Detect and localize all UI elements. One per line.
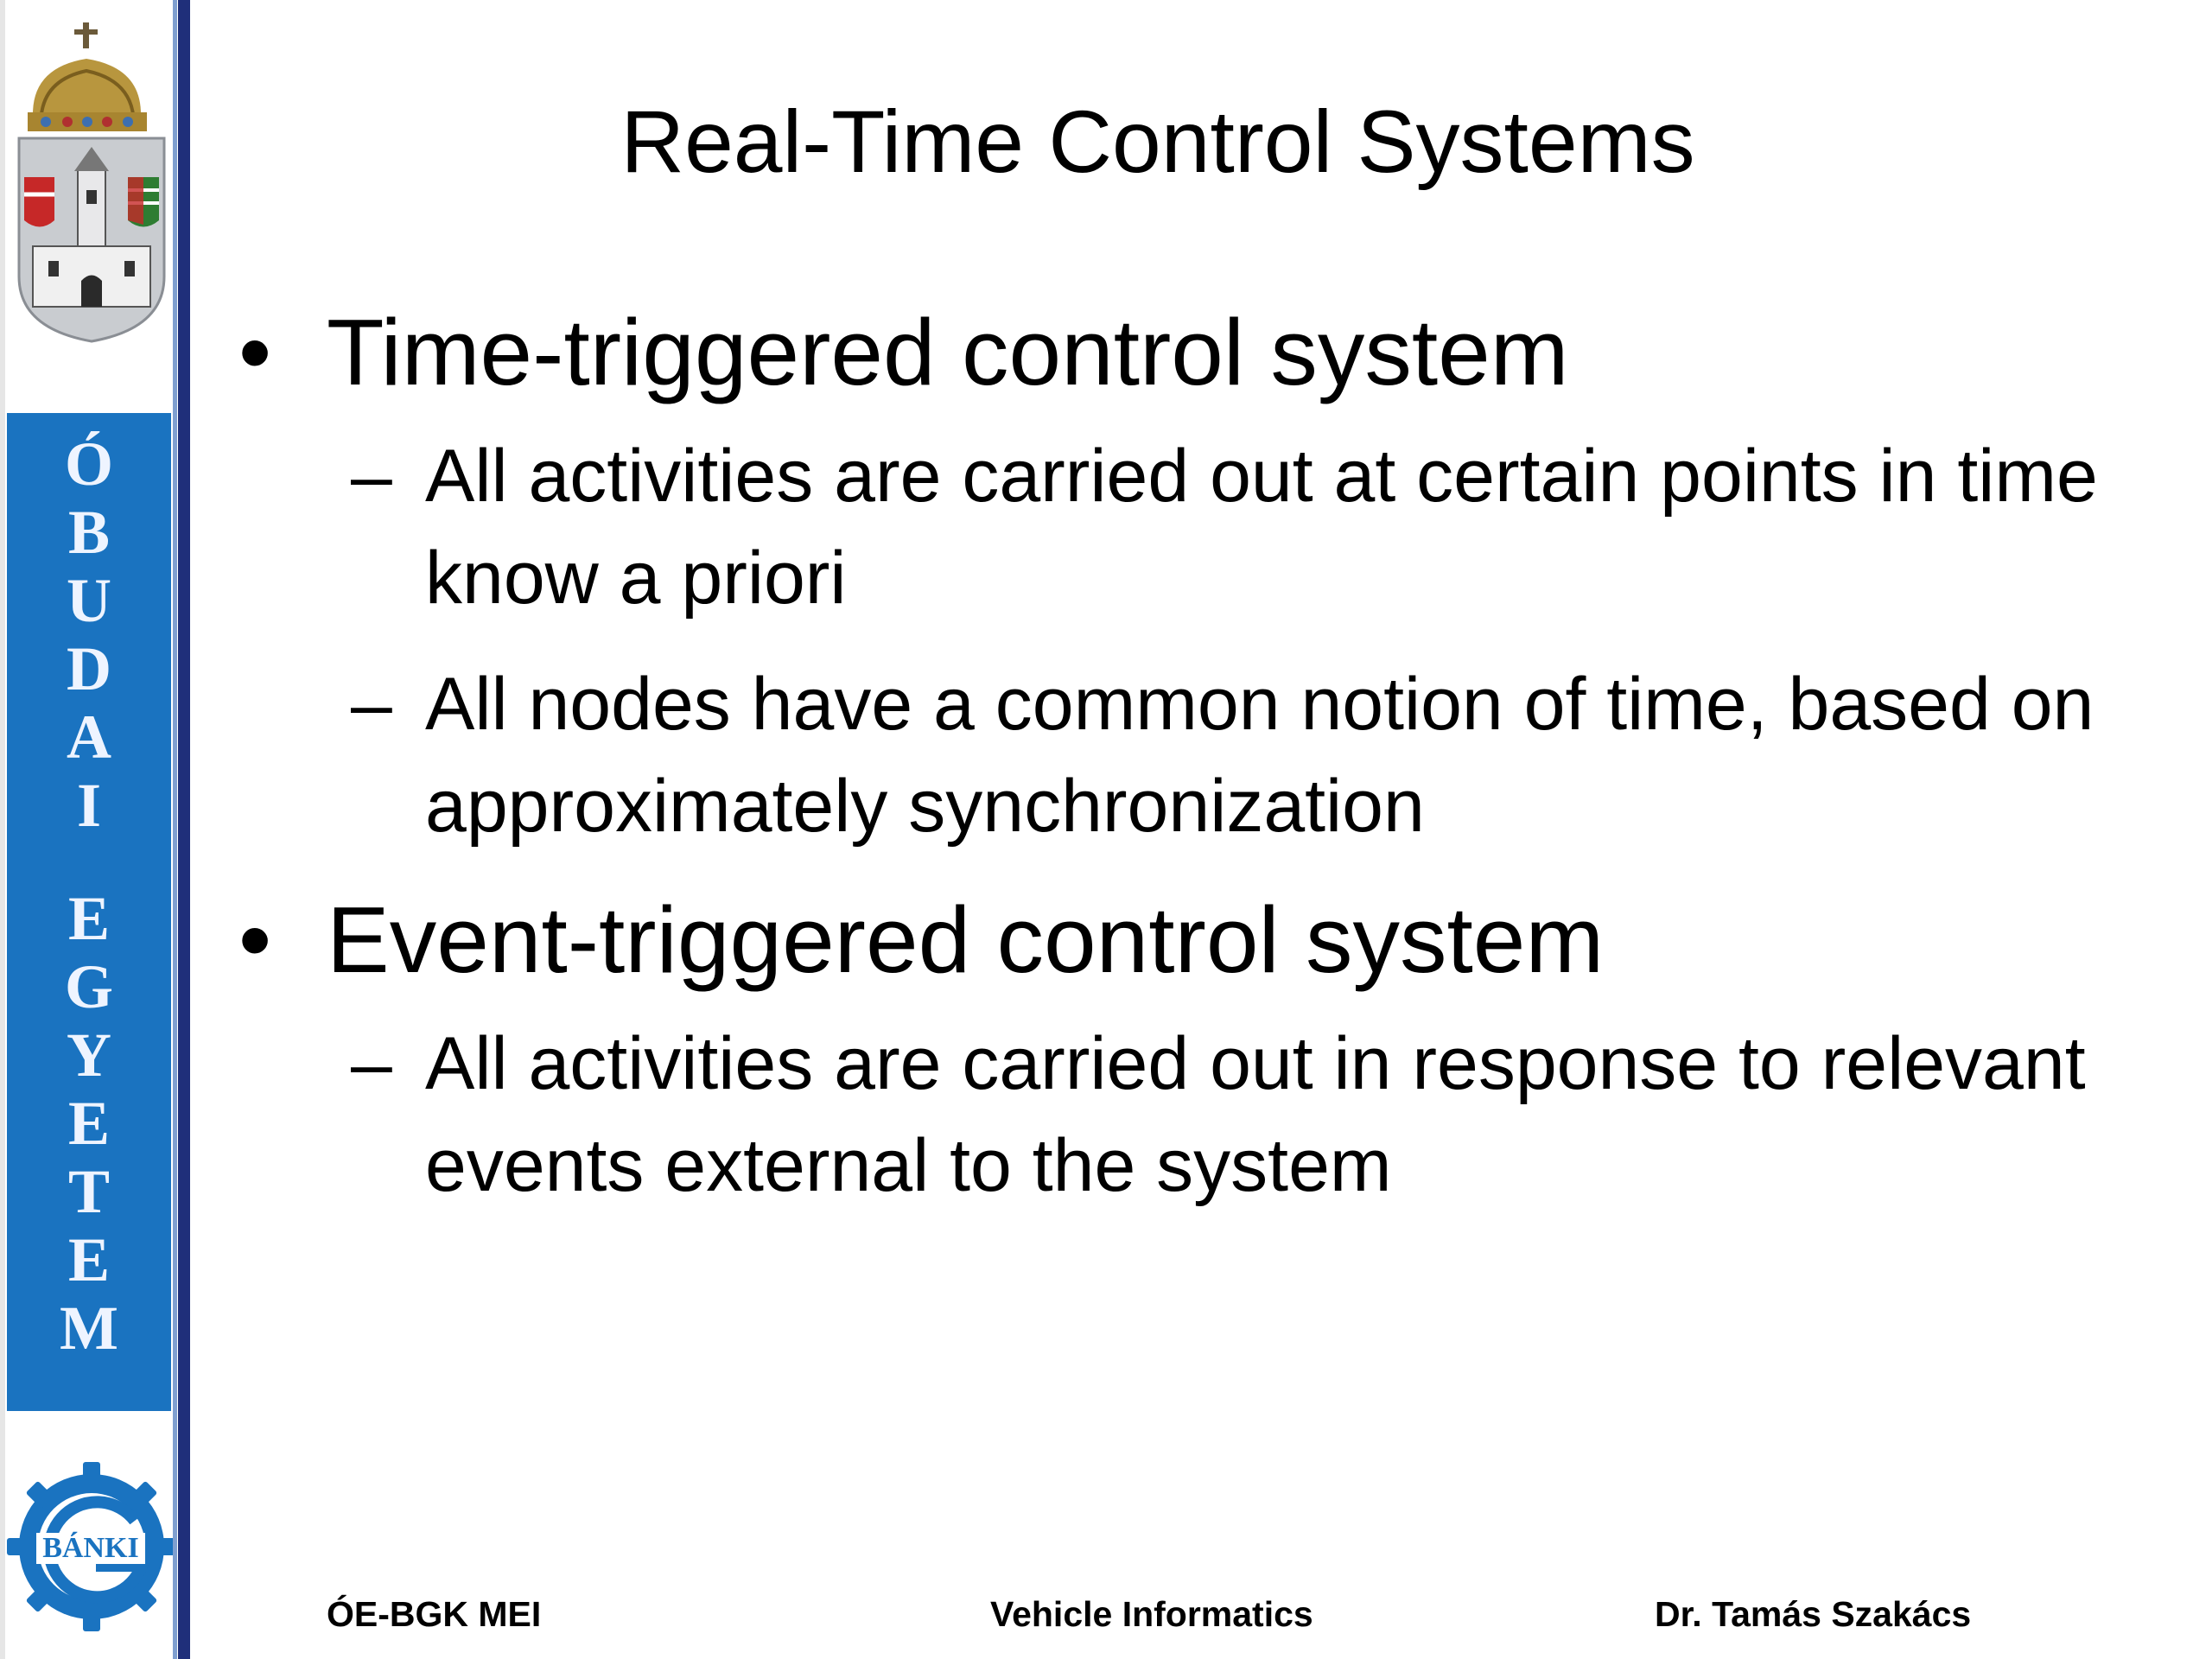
sub-bullet-item [225, 1013, 2177, 1217]
footer-course-title: Vehicle Informatics [990, 1594, 1313, 1634]
sub-bullet-marker: – [351, 663, 392, 746]
bullet-text: Event-triggered control system [327, 887, 1605, 993]
sub-bullet-item [225, 425, 2177, 629]
university-letter: T [67, 1157, 111, 1226]
bullet-item [225, 294, 2177, 411]
bullet-item [225, 881, 2177, 999]
university-letter: G [64, 952, 113, 1021]
university-letter: E [67, 1089, 111, 1158]
footer-department: ÓE-BGK MEI [327, 1594, 542, 1634]
banki-logo-text: BÁNKI [42, 1532, 139, 1564]
university-letter: Ó [64, 429, 113, 499]
university-letter: E [67, 884, 111, 953]
university-letter: E [67, 1225, 111, 1294]
sidebar-rule-light [173, 0, 177, 1659]
university-letter: M [60, 1294, 118, 1363]
sidebar-rule-dark [178, 0, 190, 1659]
slide-title: Real-Time Control Systems [620, 92, 1695, 191]
bullet-marker: • [238, 300, 272, 405]
sidebar [0, 0, 173, 1659]
university-letter: I [76, 771, 102, 840]
university-letter: A [67, 702, 111, 772]
sub-bullet-text: All nodes have a common notion of time, based on approximately synchronization [425, 663, 2094, 848]
sub-bullet-text: All activities are carried out at certain points in time know a priori [425, 435, 2098, 620]
sub-bullet-item [225, 653, 2177, 857]
slide-footer [0, 1588, 2212, 1640]
sub-bullet-marker: – [351, 1022, 392, 1105]
slide-content [225, 294, 2177, 1241]
sub-bullet-marker: – [351, 435, 392, 518]
sidebar-edge [0, 0, 5, 1659]
university-letter: B [67, 498, 111, 567]
university-letter: D [67, 634, 111, 703]
university-letter: Y [67, 1020, 111, 1090]
bullet-marker: • [238, 887, 272, 993]
bullet-text: Time-triggered control system [327, 300, 1569, 405]
university-name-banner [7, 413, 171, 1411]
sub-bullet-text: All activities are carried out in response to relevant events external to the system [425, 1022, 2086, 1207]
university-crest-icon [7, 17, 175, 346]
university-letter: U [67, 566, 111, 635]
footer-author: Dr. Tamás Szakács [1655, 1594, 1972, 1634]
